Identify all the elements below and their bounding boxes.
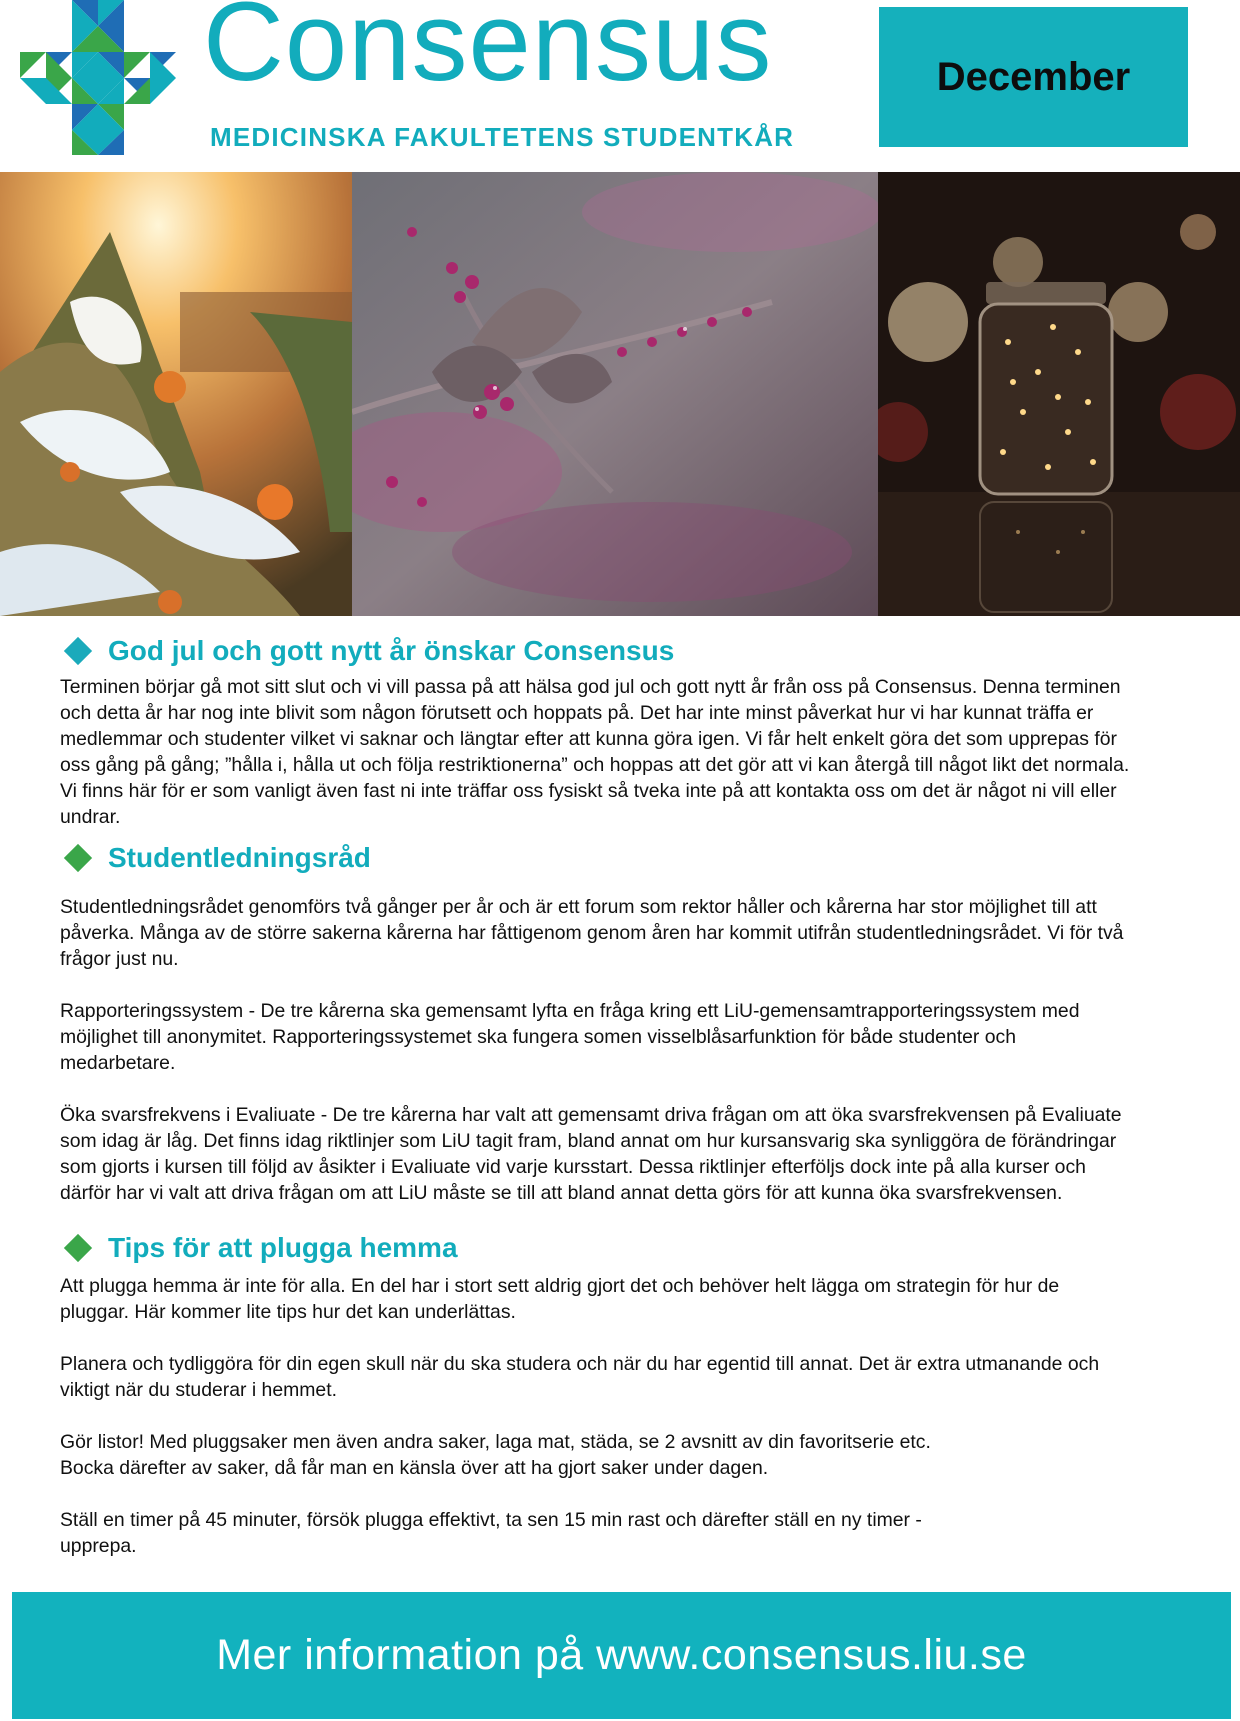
photo-strip: [0, 172, 1240, 616]
section-title: Studentledningsråd: [108, 842, 371, 873]
section-heading-studentledningsrad: [60, 842, 371, 874]
brand-subtitle: MEDICINSKA FAKULTETENS STUDENTKÅR: [210, 122, 795, 152]
brand-name: Consensus: [203, 0, 773, 104]
diamond-bullet-icon: [64, 1234, 92, 1262]
paragraph: Planera och tydliggöra för din egen skull när du ska studera och när du har egentid till annat. Det är extra utmanande och viktigt när du studerar i hemmet.: [60, 1353, 1100, 1401]
frosty-berries-photo: [352, 172, 878, 616]
paragraph: Terminen börjar gå mot sitt slut och vi vill passa på att hälsa god jul och gott nytt år från oss på Consensus. Denna terminen och detta år har nog inte blivit som någon förutsett och hoppats på. Det har inte minst påverkat hur vi har kunnat träffa er medlemmar och studenter vilket vi saknar och längtar efter att kunna göra igen. Vi får helt enkelt göra det som upprepas för oss gång på gång; ”hålla i, hålla ut och följa restriktionerna” och hoppas att det gör att vi kan återgå till något likt det normala. Vi finns här för er som vanligt även fast ni inte träffar oss fysiskt så tveka inte på att kontakta oss om det är något ni vill eller undrar.: [60, 676, 1130, 828]
section-body-tips: [60, 1273, 1130, 1559]
month-label: December: [936, 54, 1131, 99]
section-title: God jul och gott nytt år önskar Consensus: [108, 635, 675, 666]
footer-link[interactable]: Mer information på www.consensus.liu.se: [216, 1631, 1027, 1679]
diamond-bullet-icon: [64, 637, 92, 665]
paragraph: Rapporteringssystem - De tre kårerna ska gemensamt lyfta en fråga kring ett LiU-gemensamtrapporteringssystem med möjlighet till anonymitet. Rapporteringssystemet ska fungera somen visselblåsarfunktion för både studenter och medarbetare.: [60, 1000, 1080, 1074]
lights-jar-photo: [878, 172, 1240, 616]
footer-banner: [12, 1592, 1231, 1719]
section-heading-god-jul: [60, 635, 674, 667]
diamond-bullet-icon: [64, 844, 92, 872]
section-heading-tips: [60, 1232, 458, 1264]
paragraph: Gör listor! Med pluggsaker men även andra saker, laga mat, städa, se 2 avsnitt av din favoritserie etc. Bocka därefter av saker, då får man en känsla över att ha gjort saker under dagen.: [60, 1431, 931, 1479]
section-title: Tips för att plugga hemma: [108, 1232, 458, 1263]
month-badge: [879, 7, 1188, 147]
paragraph: Ställ en timer på 45 minuter, försök plugga effektivt, ta sen 15 min rast och därefter ställ en ny timer - upprepa.: [60, 1509, 922, 1557]
paragraph: Studentledningsrådet genomförs två gånger per år och är ett forum som rektor håller och kårerna har stor möjlighet till att påverka. Många av de större sakerna kårerna har fåttigenom genom åren har kommit utifrån studentledningsrådet. Vi för två frågor just nu.: [60, 896, 1124, 970]
consensus-logo-icon: [20, 0, 180, 155]
paragraph: Öka svarsfrekvens i Evaliuate - De tre kårerna har valt att gemensamt driva frågan om att öka svarsfrekvensen på Evaliuate som idag är låg. Det finns idag riktlinjer som LiU tagit fram, bland annat om hur kursansvarig ska synliggöra de förändringar som gjorts i kursen till följd av åsikter i Evaliuate vid varje kursstart. Dessa riktlinjer efterföljs dock inte på alla kurser och därför har vi valt att driva frågan om att LiU måste se till att bland annat detta görs för att kunna öka svarsfrekvensen.: [60, 1104, 1122, 1204]
paragraph: Att plugga hemma är inte för alla. En del har i stort sett aldrig gjort det och behöver helt lägga om strategin för hur de pluggar. Här kommer lite tips hur det kan underlättas.: [60, 1275, 1060, 1323]
snowy-tree-photo: [0, 172, 352, 616]
section-body-god-jul: [60, 674, 1130, 830]
section-body-studentledningsrad: [60, 894, 1130, 1206]
